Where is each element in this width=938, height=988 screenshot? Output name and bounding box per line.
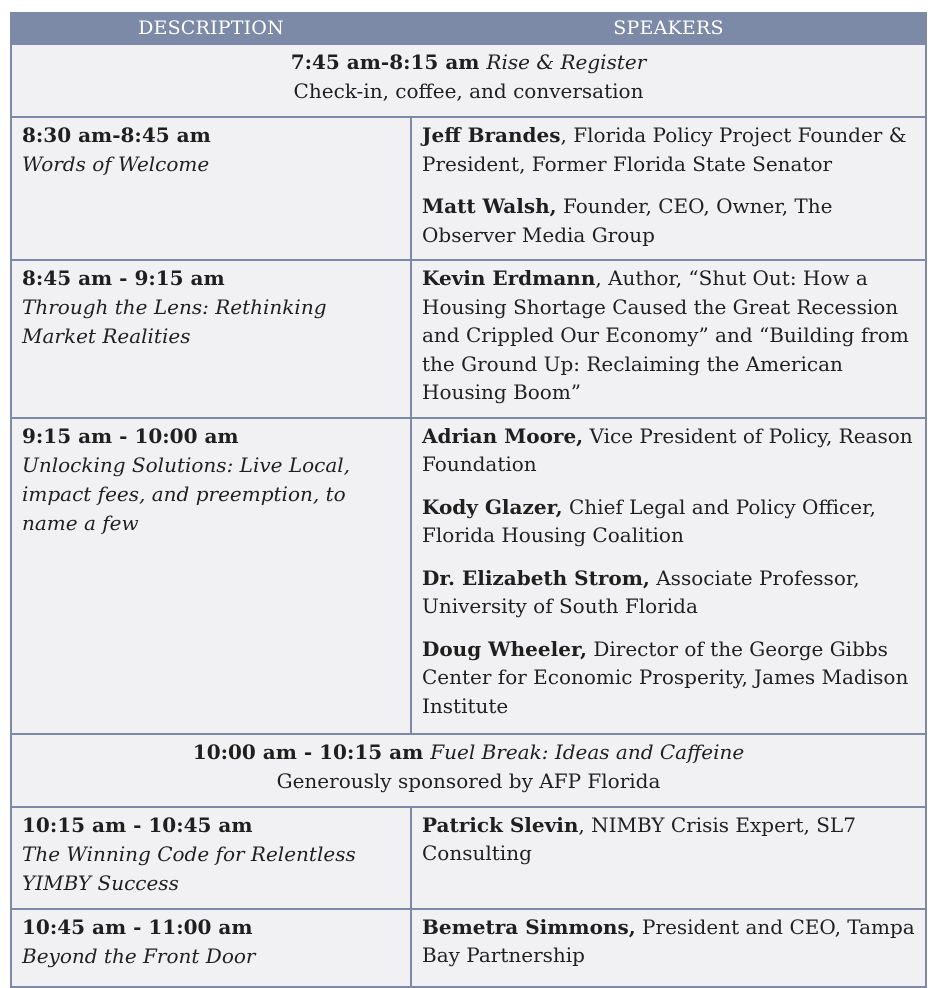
speaker-role: , Author, “Shut Out: How a Housing Shortage Caused the Great Recession and Crippled Our Economy” and “Building from the Ground Up: Reclaiming the American Housing Boom” [422,266,909,404]
session-speakers [411,117,926,260]
speaker-role: Founder, CEO, Owner, The Observer Media Group [422,194,833,247]
session-title: Words of Welcome [22,152,210,176]
speakers-header: SPEAKERS [411,13,926,44]
session-row [11,418,926,734]
session-description [11,260,411,418]
session-time: 7:45 am-8:15 am [290,50,487,74]
speaker-name: Patrick Slevin [422,812,579,837]
speaker-name: Matt Walsh, [422,194,557,218]
session-title: Beyond the Front Door [22,943,256,968]
speaker-entry [422,913,917,970]
session-row [11,807,926,909]
session-time: 8:45 am - 9:15 am [22,266,225,290]
speaker-entry [422,564,917,621]
session-row [11,260,926,418]
speaker-name: Adrian Moore, [422,423,584,448]
session-cell [11,734,926,807]
session-description [11,909,411,987]
session-title: Through the Lens: Rethinking Market Realities [22,295,327,348]
session-time: 9:15 am - 10:00 am [22,423,239,448]
session-subtitle: Check-in, coffee, and conversation [293,79,644,103]
speaker-entry [422,192,917,249]
session-speakers [411,418,926,734]
session-title: The Winning Code for Relentless YIMBY Success [22,841,356,895]
speaker-entry [422,635,917,721]
speaker-name: Jeff Brandes [422,123,561,147]
session-description [11,117,411,260]
session-speakers [411,260,926,418]
speaker-role: Chief Legal and Policy Officer, Florida Housing Coalition [422,494,876,547]
speaker-name: Kevin Erdmann [422,266,596,290]
speaker-entry [422,121,917,178]
speaker-role: , NIMBY Crisis Expert, SL7 Consulting [422,812,856,865]
speaker-entry [422,264,917,407]
speaker-role: Vice President of Policy, Reason Foundation [422,423,913,476]
speaker-role: Associate Professor, University of South Florida [422,565,860,618]
speaker-entry [422,422,917,479]
speaker-name: Doug Wheeler, [422,636,587,661]
speaker-entry [422,811,917,868]
session-title: Unlocking Solutions: Live Local, impact fees, and preemption, to name a few [22,452,351,535]
session-time: 10:00 am - 10:15 am [192,739,431,764]
description-header: DESCRIPTION [11,13,411,44]
session-description [11,418,411,734]
session-subtitle: Generously sponsored by AFP Florida [276,768,661,793]
speaker-name: Kody Glazer, [422,494,563,519]
session-time: 10:45 am - 11:00 am [22,914,253,939]
session-row [11,117,926,260]
session-row [11,734,926,807]
session-cell [11,44,926,117]
speaker-name: Bemetra Simmons, [422,914,636,939]
speaker-role: President and CEO, Tampa Bay Partnership [422,914,915,967]
speaker-role: Director of the George Gibbs Center for Economic Prosperity, James Madison Institute [422,636,909,718]
session-speakers [411,807,926,909]
session-description [11,807,411,909]
session-title: Fuel Break: Ideas and Caffeine [430,739,745,764]
speaker-role: , Florida Policy Project Founder & President, Former Florida State Senator [422,123,907,176]
session-speakers [411,909,926,987]
session-row [11,44,926,117]
speaker-entry [422,493,917,550]
agenda-table [10,12,927,988]
session-time: 10:15 am - 10:45 am [22,812,253,837]
session-time: 8:30 am-8:45 am [22,123,211,147]
speaker-name: Dr. Elizabeth Strom, [422,565,650,590]
header-row [11,13,926,44]
session-row [11,909,926,987]
session-title: Rise & Register [486,50,647,74]
